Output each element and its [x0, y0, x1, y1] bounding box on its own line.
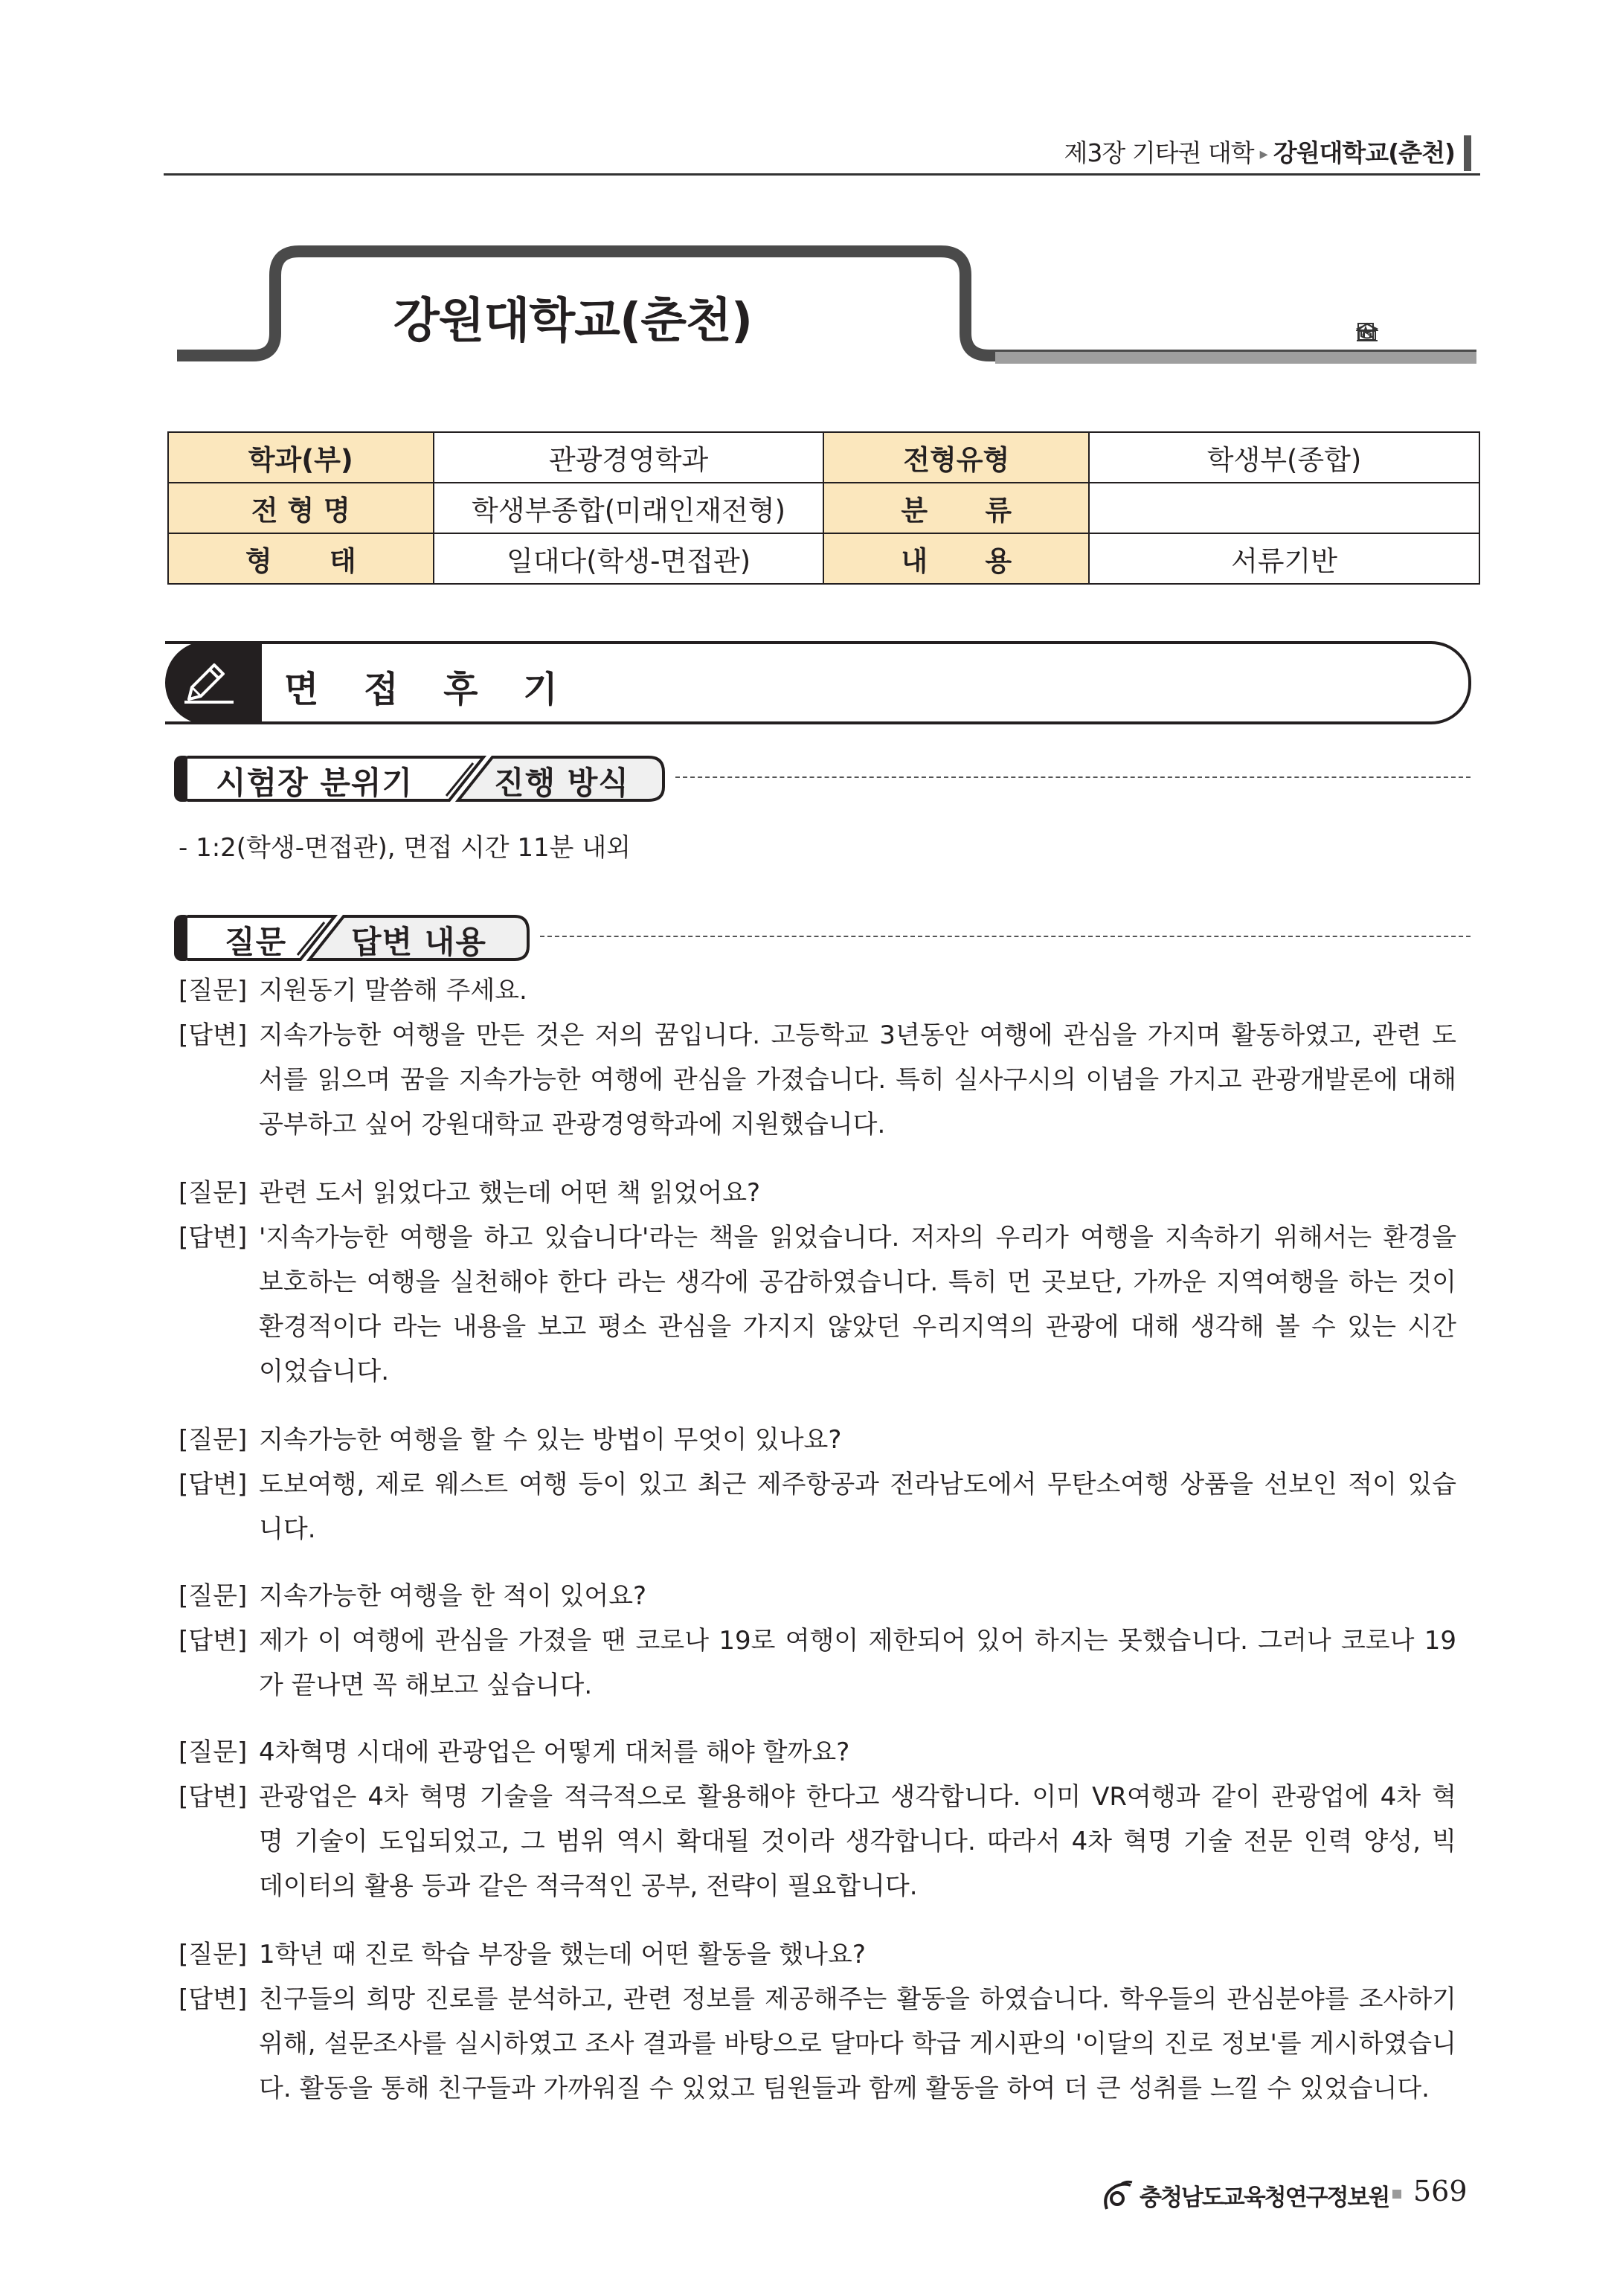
answer-line: 환경적이다 라는 내용을 보고 평소 관심을 가지지 않았던 우리지역의 관광에 대해 생각해 볼 수 있는 시간 [259, 1312, 1456, 1342]
header-bar-decoration [1464, 135, 1471, 171]
answer-line: 데이터의 활용 등과 같은 적극적인 공부, 전략이 필요합니다. [259, 1871, 918, 1901]
answer-item [179, 1215, 1456, 1394]
question-text: 4차혁명 시대에 관광업은 어떻게 대처를 해야 할까요? [259, 1737, 850, 1767]
page-footer [1101, 2172, 1488, 2216]
answer-item [179, 1618, 1456, 1708]
section-divider [675, 776, 1471, 778]
interview-review-banner [165, 641, 1471, 724]
answer-line: 공부하고 싶어 강원대학교 관광경영학과에 지원했습니다. [259, 1110, 886, 1139]
question-text: 관련 도서 읽었다고 했는데 어떤 책 읽었어요? [259, 1178, 761, 1208]
question-text: 지속가능한 여행을 할 수 있는 방법이 무엇이 있나요? [259, 1425, 842, 1455]
admission-info-table [167, 431, 1480, 585]
table-value-cell [1089, 483, 1479, 533]
header-rule [164, 173, 1480, 176]
table-row [168, 432, 1479, 483]
question-item [179, 1932, 1456, 1977]
table-label-cell: 분 류 [823, 483, 1089, 533]
page-title: 강원대학교(춘천) [393, 294, 753, 349]
title-icons [1356, 321, 1447, 344]
pen-box [165, 641, 262, 724]
review-banner-title: 면 접 후 기 [284, 669, 574, 710]
answer-line: 제가 이 여행에 관심을 가졌을 땐 코로나 19로 여행이 제한되어 있어 하지는 못했습니다. 그러나 코로나 19 [259, 1626, 1456, 1656]
pencil-icon [181, 659, 241, 707]
answer-item [179, 1462, 1456, 1551]
running-header [164, 131, 1480, 176]
question-text: 지원동기 말씀해 주세요. [259, 976, 527, 1006]
section-divider [540, 936, 1471, 937]
answer-item [179, 1977, 1456, 2111]
answer-tag: [답변] [179, 1470, 248, 1499]
institute-logo-icon [1101, 2179, 1135, 2212]
table-label-cell: 전 형 명 [168, 483, 434, 533]
question-item [179, 1418, 1456, 1462]
question-item [179, 1574, 1456, 1618]
answer-line: 관광업은 4차 혁명 기술을 적극적으로 활용해야 한다고 생각합니다. 이미 VR여행과 같이 관광업에 4차 혁 [259, 1782, 1456, 1812]
answer-line: '지속가능한 여행을 하고 있습니다'라는 책을 읽었습니다. 저자의 우리가 여행을 지속하기 위해서는 환경을 [259, 1223, 1456, 1252]
question-tag: [질문] [179, 1425, 248, 1455]
title-frame-shape [171, 244, 1476, 370]
answer-line: 가 끝나면 꼭 해보고 싶습니다. [259, 1670, 593, 1700]
answer-line: 지속가능한 여행을 만든 것은 저의 꿈입니다. 고등학교 3년동안 여행에 관심을 가지며 활동하였고, 관련 도 [259, 1020, 1456, 1050]
answer-tag: [답변] [179, 1782, 248, 1812]
question-tag: [질문] [179, 976, 248, 1006]
answer-tag: [답변] [179, 1223, 248, 1252]
question-item [179, 968, 1456, 1013]
document-icon [1424, 321, 1447, 344]
question-item [179, 1171, 1456, 1215]
question-text: 1학년 때 진로 학습 부장을 했는데 어떤 활동을 했나요? [259, 1940, 866, 1969]
title-frame [171, 244, 1476, 370]
table-label-cell: 학과(부) [168, 432, 434, 483]
tab-label-answer: 답변 내용 [351, 924, 486, 960]
question-tag: [질문] [179, 1581, 248, 1611]
table-value-cell: 일대다(학생-면접관) [434, 533, 824, 584]
chapter-label: 제3장 기타권 대학 [1064, 138, 1254, 167]
answer-line: 서를 읽으며 꿈을 지속가능한 여행에 관심을 가졌습니다. 특히 실사구시의 이념을 가지고 관광개발론에 대해 [259, 1065, 1456, 1095]
table-label-cell: 형 태 [168, 533, 434, 584]
footer-square-icon [1392, 2190, 1401, 2199]
procedure-text: - 1:2(학생-면접관), 면접 시간 11분 내외 [179, 833, 631, 863]
table-row [168, 483, 1479, 533]
page-number: 569 [1413, 2175, 1468, 2207]
answer-tag: [답변] [179, 1626, 248, 1656]
answer-line: 도보여행, 제로 웨스트 여행 등이 있고 최근 제주항공과 전라남도에서 무탄소여행 상품을 선보인 적이 있습 [259, 1470, 1456, 1499]
answer-line: 다. 활동을 통해 친구들과 가까워질 수 있었고 팀원들과 함께 활동을 하여 더 큰 성취를 느낄 수 있었습니다. [259, 2074, 1430, 2103]
answer-line: 이었습니다. [259, 1357, 390, 1386]
answer-tag: [답변] [179, 1984, 248, 2014]
answer-line: 니다. [259, 1514, 316, 1544]
answer-line: 친구들의 희망 진로를 분석하고, 관련 정보를 제공해주는 활동을 하였습니다. 학우들의 관심분야를 조사하기 [259, 1984, 1456, 2014]
tab-label-atmosphere: 시험장 분위기 [216, 765, 414, 801]
question-tag: [질문] [179, 1178, 248, 1208]
section-tab-qa [173, 910, 1471, 962]
answer-line: 명 기술이 도입되었고, 그 범위 역시 확대될 것이라 생각합니다. 따라서 4차 혁명 기술 전문 인력 양성, 빅 [259, 1827, 1456, 1856]
answer-item [179, 1013, 1456, 1147]
tab-label-procedure: 진행 방식 [494, 765, 629, 801]
table-value-cell: 학생부종합(미래인재전형) [434, 483, 824, 533]
table-label-cell: 내 용 [823, 533, 1089, 584]
question-text: 지속가능한 여행을 한 적이 있어요? [259, 1581, 647, 1611]
answer-tag: [답변] [179, 1020, 248, 1050]
table-row [168, 533, 1479, 584]
running-header-text [1064, 134, 1455, 169]
section-tab-atmosphere [173, 751, 1471, 803]
table-value-cell: 학생부(종합) [1089, 432, 1479, 483]
footer-organization: 충청남도교육청연구정보원 [1140, 2184, 1389, 2211]
school-label: 강원대학교(춘천) [1273, 138, 1455, 167]
answer-line: 보호하는 여행을 실천해야 한다 라는 생각에 공감하였습니다. 특히 먼 곳보단, 가까운 지역여행을 하는 것이 [259, 1267, 1456, 1297]
graduation-cap-icon [1390, 321, 1413, 344]
tab-label-question: 질문 [225, 924, 287, 960]
table-value-cell: 관광경영학과 [434, 432, 824, 483]
table-value-cell: 서류기반 [1089, 533, 1479, 584]
question-item [179, 1730, 1456, 1775]
table-label-cell: 전형유형 [823, 432, 1089, 483]
question-tag: [질문] [179, 1940, 248, 1969]
answer-line: 위해, 설문조사를 실시하였고 조사 결과를 바탕으로 달마다 학급 게시판의 '이달의 진로 정보'를 게시하였습니 [259, 2029, 1456, 2059]
breadcrumb-arrow-icon: ▸ [1259, 145, 1267, 164]
question-tag: [질문] [179, 1737, 248, 1767]
answer-item [179, 1775, 1456, 1908]
